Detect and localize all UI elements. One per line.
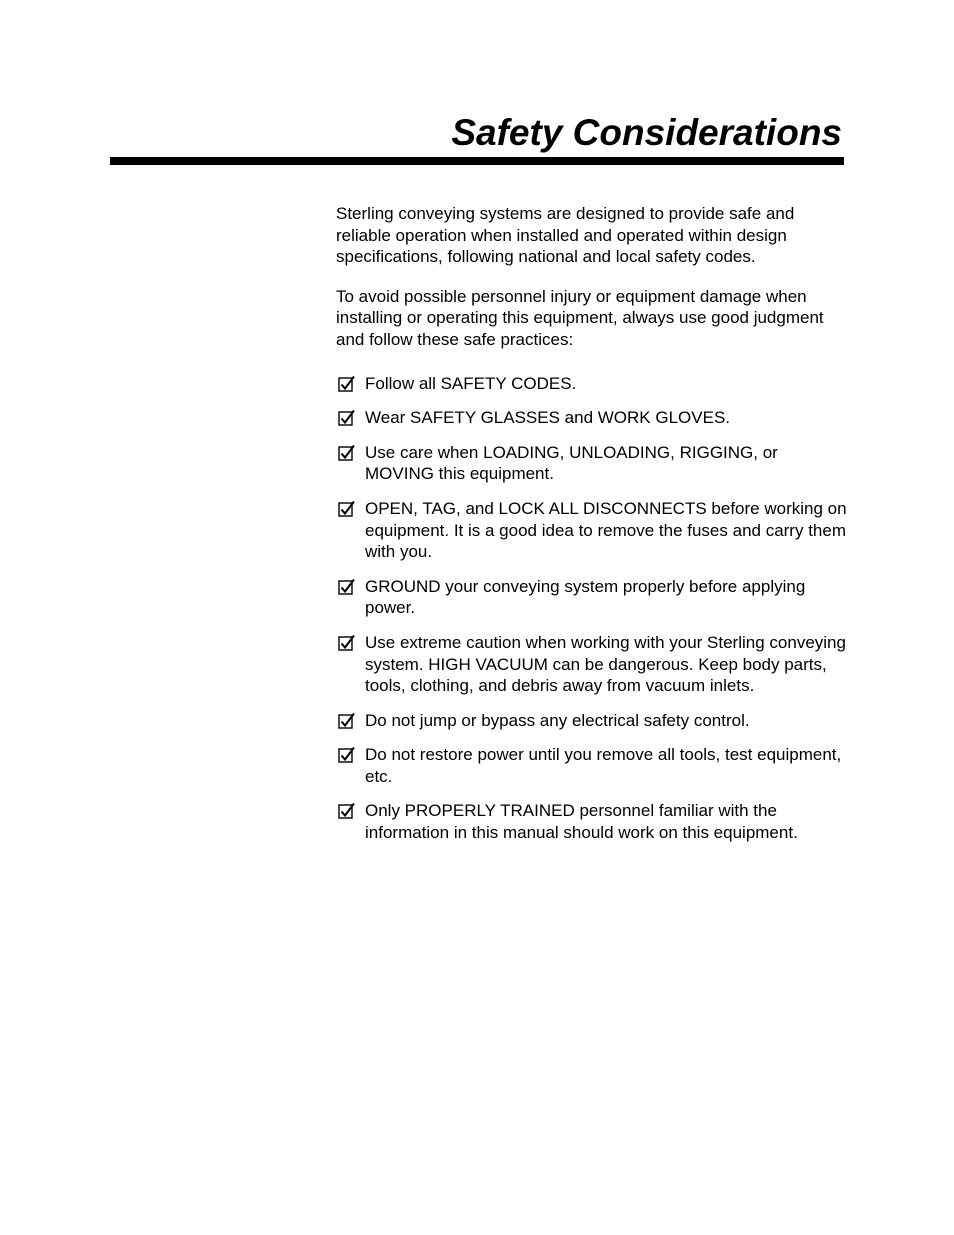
- checked-box-icon: [338, 409, 356, 427]
- list-item: [336, 800, 848, 843]
- list-item: [336, 744, 848, 787]
- practice-text: Do not jump or bypass any electrical safety control.: [365, 710, 750, 730]
- checked-box-icon: [338, 802, 356, 820]
- practice-text: OPEN, TAG, and LOCK ALL DISCONNECTS before working on equipment. It is a good idea to remove the fuses and carry them with you.: [365, 498, 847, 562]
- checked-box-icon: [338, 578, 356, 596]
- list-item: [336, 498, 848, 563]
- practice-text: Only PROPERLY TRAINED personnel familiar with the information in this manual should work on this equipment.: [365, 801, 798, 843]
- list-item: [336, 632, 848, 697]
- list-item: [336, 442, 848, 485]
- checked-box-icon: [338, 634, 356, 652]
- list-item: [336, 373, 848, 395]
- list-item: [336, 576, 848, 619]
- checked-box-icon: [338, 746, 356, 764]
- list-item: [336, 710, 848, 732]
- checked-box-icon: [338, 500, 356, 518]
- practice-text: GROUND your conveying system properly before applying power.: [365, 576, 806, 618]
- checked-box-icon: [338, 375, 356, 393]
- intro-paragraph: Sterling conveying systems are designed to provide safe and reliable operation when installed and operated within design specifications, following national and local safety codes.: [336, 204, 795, 267]
- title-underline-rule: [110, 157, 844, 165]
- safe-practices-list: [336, 373, 848, 844]
- practice-text: Use extreme caution when working with your Sterling conveying system. HIGH VACUUM can be dangerous. Keep body parts, tools, clothing, and debris away from vacuum inlets.: [365, 632, 846, 696]
- list-item: [336, 407, 848, 429]
- page-title: Safety Considerations: [451, 112, 842, 153]
- checked-box-icon: [338, 444, 356, 462]
- practice-text: Do not restore power until you remove all tools, test equipment, etc.: [365, 745, 842, 786]
- checked-box-icon: [338, 712, 356, 730]
- practice-text: Use care when LOADING, UNLOADING, RIGGING, or MOVING this equipment.: [365, 442, 778, 484]
- practice-text: Wear SAFETY GLASSES and WORK GLOVES.: [365, 408, 731, 428]
- main-content: [336, 203, 848, 857]
- practice-text: Follow all SAFETY CODES.: [365, 373, 577, 393]
- intro-paragraph: To avoid possible personnel injury or equipment damage when installing or operating this equipment, always use good judgment and follow these safe practices:: [336, 286, 824, 349]
